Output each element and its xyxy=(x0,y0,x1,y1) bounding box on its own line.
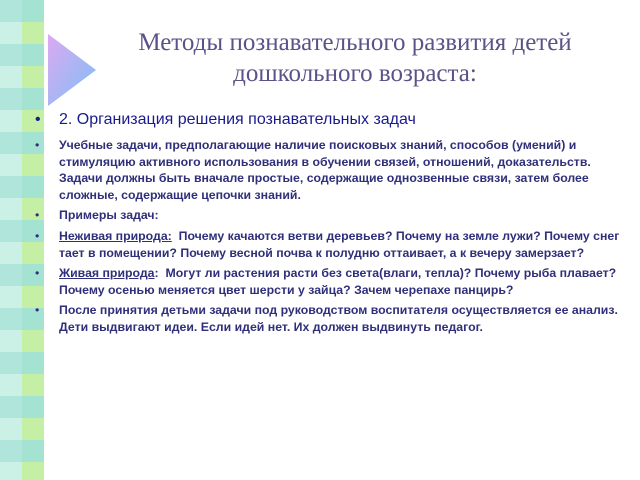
mosaic-tile xyxy=(0,440,22,462)
mosaic-tile xyxy=(0,286,22,308)
lead-text: 2. Организация решения познавательных задач xyxy=(59,111,416,128)
mosaic-tile xyxy=(0,374,22,396)
mosaic-tile xyxy=(0,0,22,22)
bullet-icon: • xyxy=(35,266,40,281)
bullet-icon: • xyxy=(35,208,40,223)
paragraph-text: Почему качаются ветви деревьев? Почему на земле лужи? Почему снег тает в помещении? Почему весной почва к полудню оттаивает, а к вечеру замерзает? xyxy=(59,228,620,260)
mosaic-tile xyxy=(0,462,22,480)
mosaic-tile xyxy=(0,154,22,176)
bullet-icon: • xyxy=(35,138,40,152)
mosaic-tile xyxy=(0,418,22,440)
mosaic-tile xyxy=(0,264,22,286)
paragraph-label: Неживая природа: xyxy=(59,228,172,243)
paragraph-label: Живая природа xyxy=(59,266,155,281)
paragraph-text: После принятия детьми задачи под руководством воспитателя осуществляется ее анализ. Дети выдвигают идеи. Если идей нет. Их должен выдвинуть педагог. xyxy=(59,303,618,334)
mosaic-tile xyxy=(0,242,22,264)
mosaic-tile xyxy=(22,440,44,462)
mosaic-tile xyxy=(0,352,22,374)
mosaic-tile xyxy=(22,352,44,374)
mosaic-tile xyxy=(0,44,22,66)
bullet-icon: • xyxy=(35,303,40,318)
mosaic-tile xyxy=(0,22,22,44)
label-separator: : xyxy=(154,266,166,281)
mosaic-tile xyxy=(0,110,22,132)
paragraph-text: Примеры задач: xyxy=(59,208,159,223)
mosaic-tile xyxy=(0,396,22,418)
slide-title-line-2: дошкольного возраста: xyxy=(233,60,477,87)
mosaic-tile xyxy=(0,330,22,352)
mosaic-tile xyxy=(0,308,22,330)
paragraph-bullet-analysis xyxy=(35,302,620,335)
label-separator xyxy=(172,229,179,243)
slide-content-list xyxy=(35,110,620,340)
mosaic-tile xyxy=(0,88,22,110)
slide-title xyxy=(80,27,630,89)
mosaic-tile xyxy=(22,0,44,22)
bullet-icon: • xyxy=(35,111,41,128)
paragraph-bullet-inanimate-nature xyxy=(35,228,620,261)
mosaic-tile xyxy=(22,418,44,440)
mosaic-tile xyxy=(0,66,22,88)
paragraph-text: Могут ли растения расти без света(влаги, тепла)? Почему рыба плавает? Почему осенью меняется цвет шерсти у зайца? Зачем черепахе панцирь? xyxy=(59,266,617,297)
mosaic-tile xyxy=(0,132,22,154)
paragraph-bullet-examples xyxy=(35,207,620,224)
mosaic-tile xyxy=(22,374,44,396)
bullet-icon: • xyxy=(35,228,40,243)
paragraph-bullet-living-nature xyxy=(35,265,620,298)
paragraph-bullet-learning-tasks xyxy=(35,137,620,203)
lead-bullet xyxy=(35,110,620,130)
mosaic-tile xyxy=(0,220,22,242)
mosaic-tile xyxy=(22,462,44,480)
mosaic-tile xyxy=(22,396,44,418)
mosaic-tile xyxy=(0,198,22,220)
mosaic-tile xyxy=(0,176,22,198)
paragraph-text: Учебные задачи, предполагающие наличие поисковых знаний, способов (умений) и стимуляцию активного использования в обучении связей, отношений, доказательств. Задачи должны быть вначале простые, содержащие однозвенные связи, затем более сложные, содержащие цепочки знаний. xyxy=(59,138,591,202)
slide-title-line-1: Методы познавательного развития детей xyxy=(138,29,572,56)
